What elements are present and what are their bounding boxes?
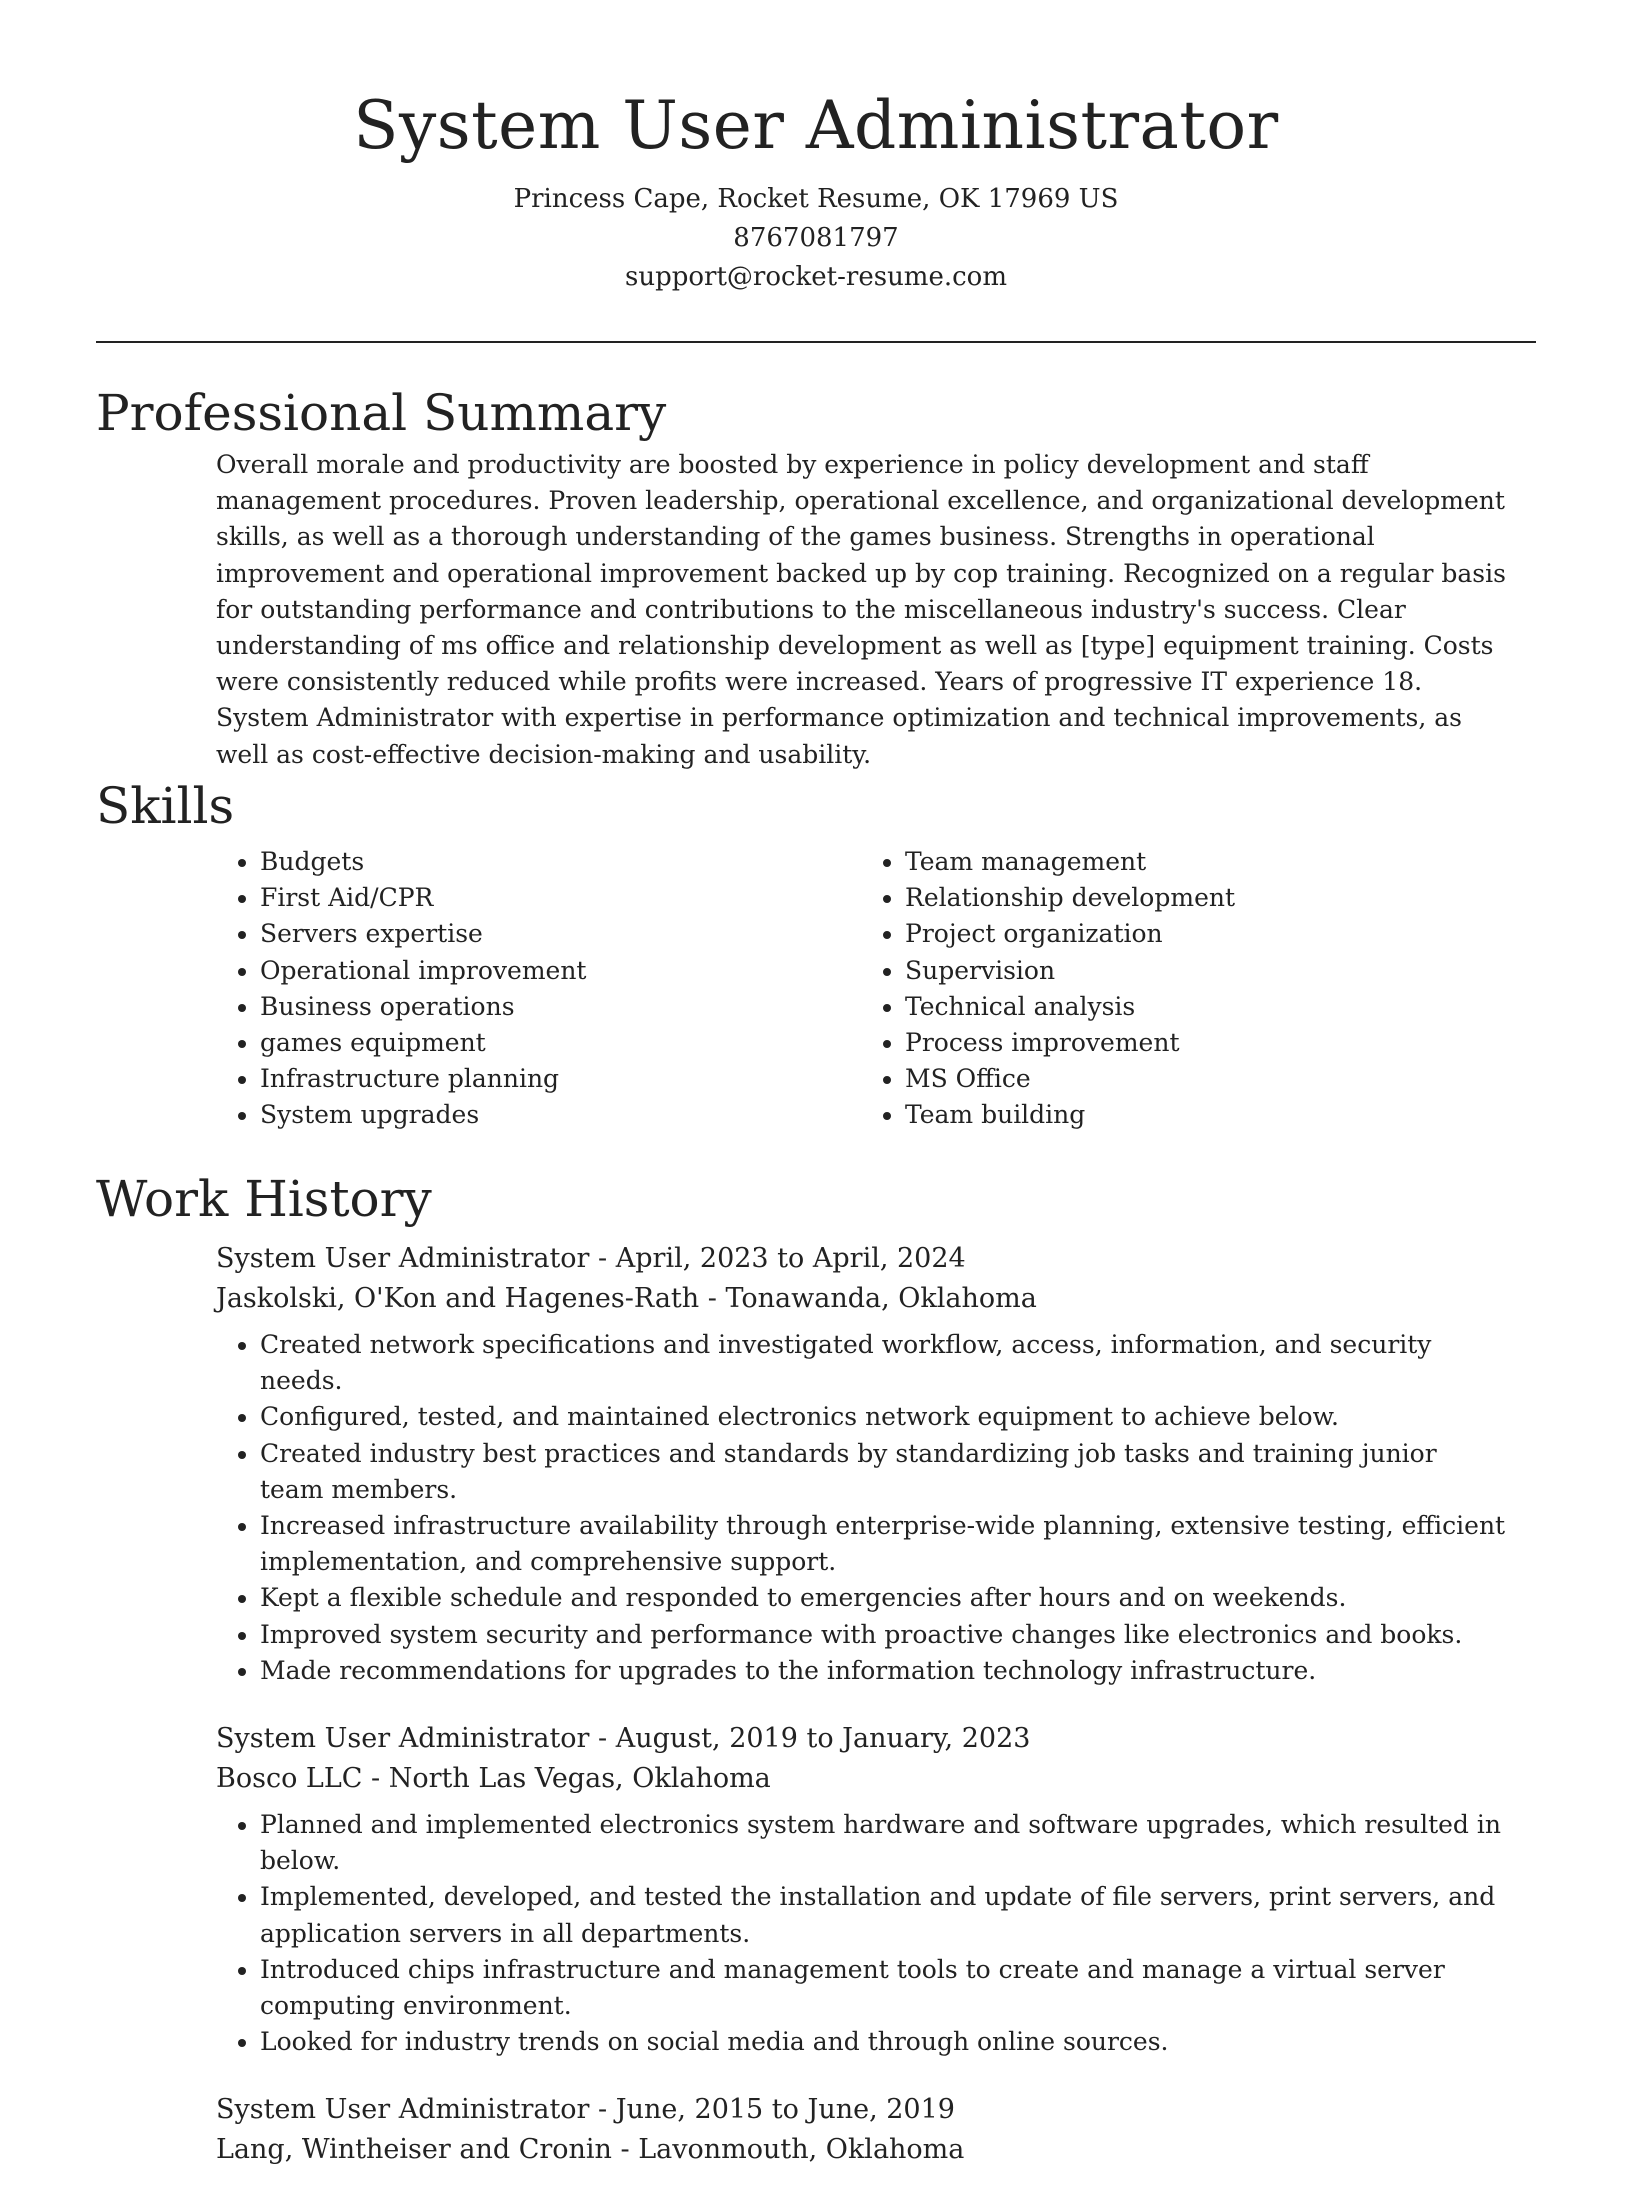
- job-bullet: • Planned and implemented electronics system hardware and software upgrades, which resulted in below.: [260, 1807, 1506, 1879]
- job-company: Jaskolski, O'Kon and Hagenes-Rath: [216, 1283, 700, 1314]
- skill-item: • games equipment: [260, 1025, 861, 1061]
- skill-item: • Technical analysis: [905, 989, 1506, 1025]
- job-bullet: • Implemented, developed, and tested the installation and update of file servers, print servers, and application servers in all departments.: [260, 1879, 1506, 1951]
- job-dates: June, 2015 to June, 2019: [615, 2094, 955, 2126]
- skill-item: • System upgrades: [260, 1097, 861, 1133]
- job-separator: -: [589, 1723, 616, 1755]
- job-title: System User Administrator: [216, 1723, 590, 1755]
- skills-heading: Skills: [96, 777, 235, 835]
- job-bullet: • Made recommendations for upgrades to the information technology infrastructure.: [260, 1653, 1506, 1689]
- job-company: Lang, Wintheiser and Cronin: [216, 2134, 612, 2166]
- job-separator: -: [362, 1763, 389, 1795]
- job-company-line: [216, 2130, 1506, 2170]
- job-dates: April, 2023 to April, 2024: [615, 1243, 966, 1274]
- skill-item: • Process improvement: [905, 1025, 1506, 1061]
- job-bullet: • Increased infrastructure availability through enterprise-wide planning, extensive testing, efficient implementation, and comprehensive support.: [260, 1508, 1506, 1580]
- skills-list-right: [861, 844, 1506, 1134]
- job-location: North Las Vegas, Oklahoma: [388, 1763, 771, 1795]
- job-title: System User Administrator: [216, 2094, 590, 2126]
- skill-item: • Supervision: [905, 953, 1506, 989]
- candidate-name: System User Administrator: [353, 87, 1279, 164]
- job-bullet: • Created network specifications and investigated workflow, access, information, and security needs.: [260, 1327, 1506, 1399]
- work-entries: [216, 1239, 1506, 2170]
- job-bullet: • Improved system security and performance with proactive changes like electronics and books.: [260, 1617, 1506, 1653]
- job-entry: [216, 2090, 1506, 2170]
- job-company-line: [216, 1759, 1506, 1799]
- job-entry: [216, 1719, 1506, 2060]
- skills-list-left: [216, 844, 861, 1134]
- summary-text: Overall morale and productivity are boosted by experience in policy development and staff management procedures. Proven leadership, operational excellence, and organizational development skills, as well as a thorough understanding of the games business. Strengths in operational improvement and operational improvement backed up by cop training. Recognized on a regular basis for outstanding performance and contributions to the miscellaneous industry's success. Clear understanding of ms office and relationship development as well as [type] equipment training. Costs were consistently reduced while profits were increased. Years of progressive IT experience 18. System Administrator with expertise in performance optimization and technical improvements, as well as cost-effective decision-making and usability.: [216, 450, 1506, 769]
- contact-phone: 8767081797: [733, 223, 899, 253]
- job-location: Tonawanda, Oklahoma: [725, 1283, 1037, 1314]
- job-separator: -: [589, 1243, 616, 1274]
- job-bullet: • Created industry best practices and standards by standardizing job tasks and training junior team members.: [260, 1436, 1506, 1508]
- work-section: [96, 1167, 1536, 2200]
- work-heading: Work History: [96, 1170, 432, 1228]
- job-title-line: [216, 1239, 1506, 1279]
- skill-item: • Infrastructure planning: [260, 1061, 861, 1097]
- contact-address: Princess Cape, Rocket Resume, OK 17969 US: [513, 184, 1119, 214]
- job-bullets: [216, 1807, 1506, 2060]
- skill-item: • Budgets: [260, 844, 861, 880]
- job-company: Bosco LLC: [216, 1763, 363, 1795]
- job-dates: August, 2019 to January, 2023: [615, 1723, 1031, 1755]
- header-divider: [96, 341, 1536, 343]
- job-location: Lavonmouth, Oklahoma: [638, 2134, 965, 2166]
- job-separator: -: [699, 1283, 726, 1314]
- job-title-line: [216, 1719, 1506, 1759]
- job-separator: -: [589, 2094, 616, 2126]
- skill-item: • Operational improvement: [260, 953, 861, 989]
- skill-item: • Project organization: [905, 916, 1506, 952]
- job-separator: -: [611, 2134, 639, 2166]
- job-title-line: [216, 2090, 1506, 2130]
- skill-item: • First Aid/CPR: [260, 880, 861, 916]
- skill-item: • Servers expertise: [260, 916, 861, 952]
- job-entry: [216, 1239, 1506, 1689]
- job-bullet: • Introduced chips infrastructure and management tools to create and manage a virtual server computing environment.: [260, 1952, 1506, 2024]
- contact-email: support@rocket-resume.com: [624, 262, 1007, 292]
- job-bullet: • Looked for industry trends on social media and through online sources.: [260, 2024, 1506, 2060]
- skill-item: • Business operations: [260, 989, 861, 1025]
- resume-header: [0, 0, 1632, 297]
- job-bullet: • Configured, tested, and maintained electronics network equipment to achieve below.: [260, 1399, 1506, 1435]
- skill-item: • Relationship development: [905, 880, 1506, 916]
- skill-item: • Team management: [905, 844, 1506, 880]
- skill-item: • MS Office: [905, 1061, 1506, 1097]
- skills-section: [96, 774, 1536, 1134]
- job-company-line: [216, 1279, 1506, 1319]
- job-bullet: • Kept a flexible schedule and responded to emergencies after hours and on weekends.: [260, 1580, 1506, 1616]
- skill-item: • Team building: [905, 1097, 1506, 1133]
- contact-block: [0, 180, 1632, 297]
- summary-heading: Professional Summary: [96, 384, 667, 442]
- summary-section: [96, 381, 1536, 773]
- job-bullets: [216, 1327, 1506, 1689]
- skills-columns: [216, 844, 1506, 1134]
- job-title: System User Administrator: [216, 1243, 590, 1274]
